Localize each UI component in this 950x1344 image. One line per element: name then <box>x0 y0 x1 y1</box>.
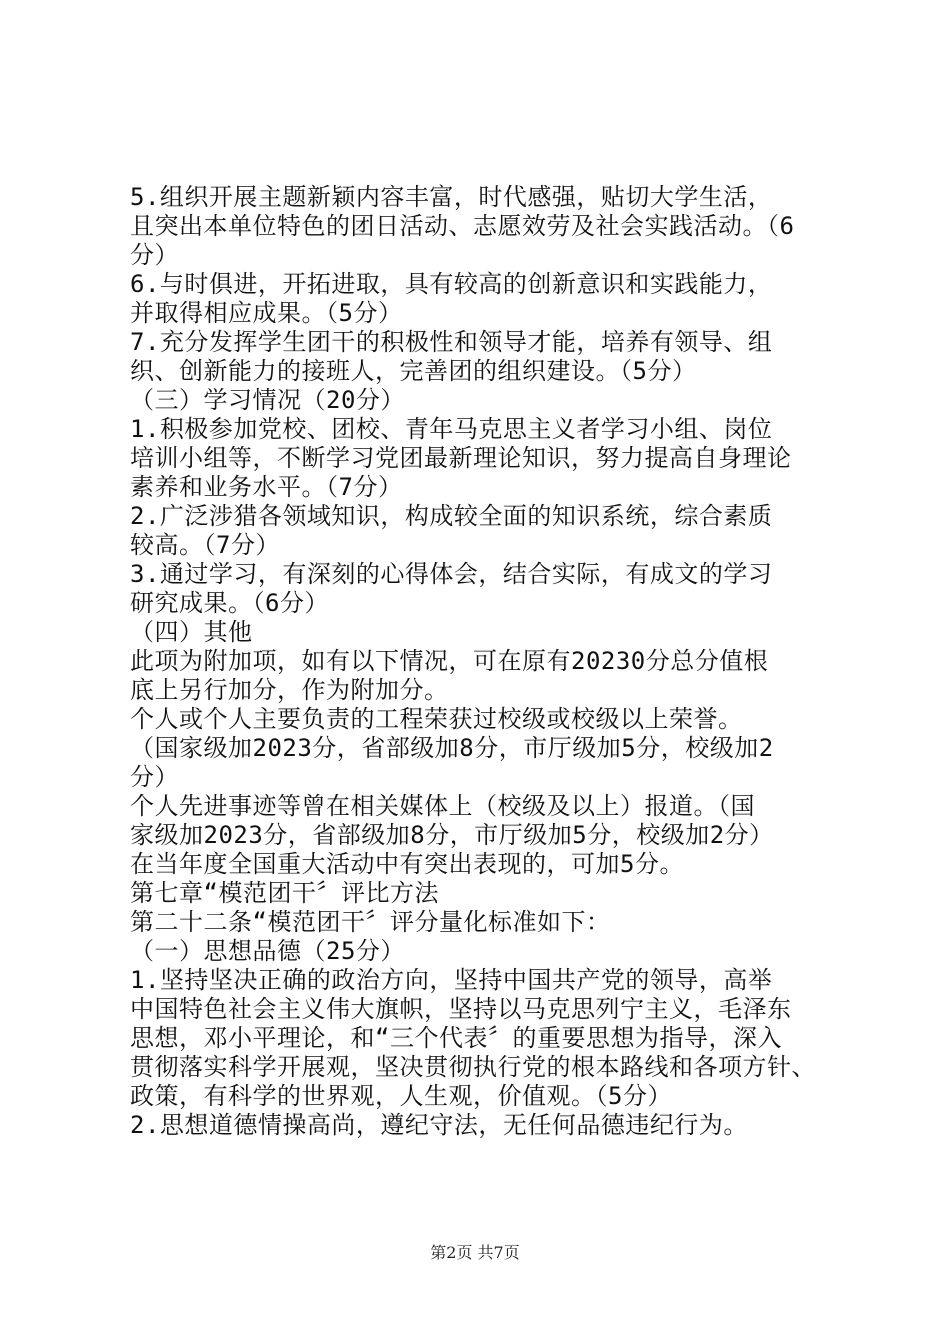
section-heading: （四）其他 <box>130 618 253 646</box>
text-line: 家级加2023分，省部级加8分，市厅级加5分，校级加2分） <box>130 821 774 849</box>
text-line: 此项为附加项，如有以下情况，可在原有20230分总分值根 <box>130 647 769 675</box>
section-heading: （一）思想品德（25分） <box>130 937 405 965</box>
article-heading: 第二十二条“模范团干〞评分量化标准如下： <box>130 908 611 936</box>
text-line: 个人或个人主要负责的工程荣获过校级或校级以上荣誉。 <box>130 705 743 733</box>
text-line: 中国特色社会主义伟大旗帜，坚持以马克思列宁主义，毛泽东 <box>130 995 792 1023</box>
text-line: 6.与时俱进，开拓进取，具有较高的创新意识和实践能力， <box>130 270 773 298</box>
text-line: 2.思想道德情操高尚，遵纪守法，无任何品德违纪行为。 <box>130 1111 748 1139</box>
text-line: 且突出本单位特色的团日活动、志愿效劳及社会实践活动。（6 <box>130 212 795 240</box>
text-line: 贯彻落实科学开展观，坚决贯彻执行党的根本路线和各项方针、 <box>130 1053 816 1081</box>
text-line: 思想，邓小平理论，和“三个代表〞的重要思想为指导，深入 <box>130 1024 782 1052</box>
text-line: 政策，有科学的世界观，人生观，价值观。（5分） <box>130 1082 672 1110</box>
text-line: 5.组织开展主题新颖内容丰富，时代感强，贴切大学生活， <box>130 183 773 211</box>
text-line: 2.广泛涉猎各领域知识，构成较全面的知识系统，综合素质 <box>130 502 773 530</box>
chapter-heading: 第七章“模范团干〞评比方法 <box>130 879 439 907</box>
text-line: 并取得相应成果。（5分） <box>130 299 403 327</box>
section-heading: （三）学习情况（20分） <box>130 386 405 414</box>
text-line: 个人先进事迹等曾在相关媒体上（校级及以上）报道。（国 <box>130 792 755 820</box>
text-line: （国家级加2023分，省部级加8分，市厅级加5分，校级加2 <box>130 734 774 762</box>
text-line: 1.坚持坚决正确的政治方向，坚持中国共产党的领导，高举 <box>130 966 773 994</box>
text-line: 织、创新能力的接班人，完善团的组织建设。（5分） <box>130 357 697 385</box>
text-line: 7.充分发挥学生团干的积极性和领导才能，培养有领导、组 <box>130 328 773 356</box>
text-line: 素养和业务水平。（7分） <box>130 473 403 501</box>
text-line: 在当年度全国重大活动中有突出表现的，可加5分。 <box>130 850 684 878</box>
text-line: 分） <box>130 241 179 269</box>
text-line: 较高。（7分） <box>130 531 280 559</box>
text-line: 研究成果。（6分） <box>130 589 329 617</box>
text-line: 3.通过学习，有深刻的心得体会，结合实际，有成文的学习 <box>130 560 773 588</box>
text-line: 1.积极参加党校、团校、青年马克思主义者学习小组、岗位 <box>130 415 773 443</box>
page-number: 第2页 共7页 <box>430 1243 520 1262</box>
text-line: 底上另行加分，作为附加分。 <box>130 676 449 704</box>
text-line: 分） <box>130 763 179 791</box>
text-line: 培训小组等，不断学习党团最新理论知识，努力提高自身理论 <box>130 444 792 472</box>
